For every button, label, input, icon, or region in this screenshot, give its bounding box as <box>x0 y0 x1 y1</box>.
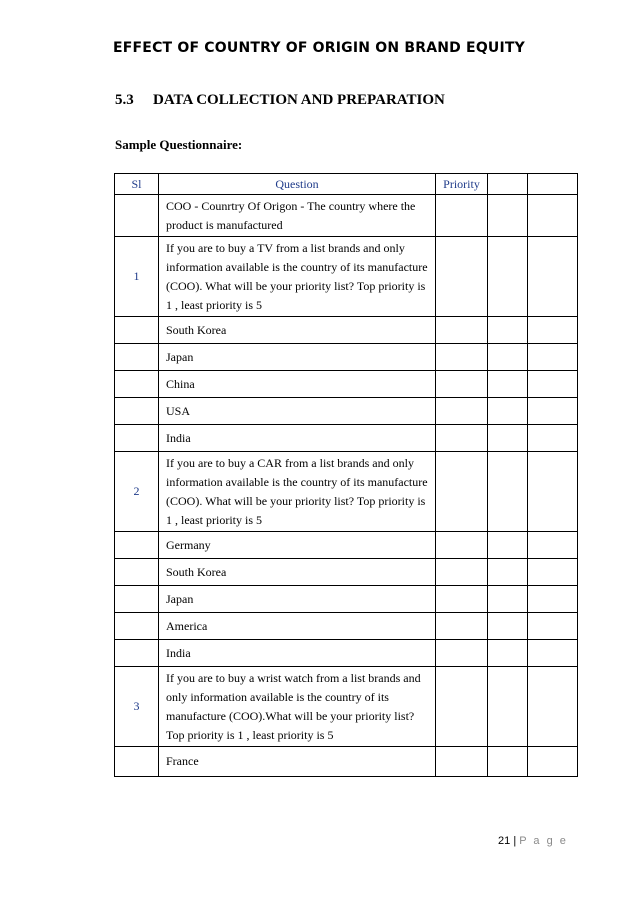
table-row <box>115 747 578 777</box>
header-sl: Sl <box>115 174 159 195</box>
page-label: P a g e <box>519 835 568 847</box>
document-header: EFFECT OF COUNTRY OF ORIGIN ON BRAND EQUITY <box>113 40 525 56</box>
priority-cell[interactable] <box>436 586 488 613</box>
sl-number: 1 <box>115 237 159 317</box>
priority-cell[interactable] <box>436 425 488 452</box>
questionnaire-table <box>114 173 578 777</box>
header-question: Question <box>159 174 436 195</box>
priority-cell[interactable] <box>436 237 488 317</box>
priority-cell[interactable] <box>436 452 488 532</box>
priority-cell[interactable] <box>436 667 488 747</box>
table-row <box>115 613 578 640</box>
table-row <box>115 237 578 317</box>
option-label: South Korea <box>159 317 436 344</box>
question-text: If you are to buy a wrist watch from a list brands and only information available is the country of its manufacture (COO).What will be your priority list? Top priority is 1 , least priority is 5 <box>159 667 436 747</box>
header-priority: Priority <box>436 174 488 195</box>
footer-separator: | <box>513 835 517 847</box>
table-header-row <box>115 174 578 195</box>
priority-cell[interactable] <box>436 613 488 640</box>
table-row <box>115 532 578 559</box>
page-number: 21 <box>498 835 511 847</box>
table-row <box>115 640 578 667</box>
option-label: Japan <box>159 586 436 613</box>
table-row <box>115 398 578 425</box>
option-label: Japan <box>159 344 436 371</box>
table-row <box>115 317 578 344</box>
sl-number: 2 <box>115 452 159 532</box>
priority-cell[interactable] <box>436 371 488 398</box>
question-text: If you are to buy a TV from a list brands and only information available is the country of its manufacture (COO). What will be your priority list? Top priority is 1 , least priority is 5 <box>159 237 436 317</box>
section-heading <box>115 92 445 109</box>
option-label: USA <box>159 398 436 425</box>
option-label: India <box>159 425 436 452</box>
section-title: DATA COLLECTION AND PREPARATION <box>153 92 445 108</box>
table-row <box>115 425 578 452</box>
page-footer <box>498 835 568 847</box>
priority-cell[interactable] <box>436 559 488 586</box>
table-row <box>115 344 578 371</box>
table-row <box>115 559 578 586</box>
section-number: 5.3 <box>115 92 134 108</box>
header-blank-1 <box>488 174 528 195</box>
sl-number: 3 <box>115 667 159 747</box>
priority-cell[interactable] <box>436 398 488 425</box>
table-row <box>115 195 578 237</box>
intro-text: COO - Counrtry Of Origon - The country where the product is manufactured <box>159 195 436 237</box>
priority-cell[interactable] <box>436 317 488 344</box>
subheading: Sample Questionnaire: <box>115 137 243 152</box>
header-blank-2 <box>528 174 578 195</box>
priority-cell[interactable] <box>436 532 488 559</box>
table-row <box>115 371 578 398</box>
priority-cell[interactable] <box>436 640 488 667</box>
option-label: America <box>159 613 436 640</box>
option-label: France <box>159 747 436 777</box>
question-text: If you are to buy a CAR from a list brands and only information available is the country of its manufacture (COO). What will be your priority list? Top priority is 1 , least priority is 5 <box>159 452 436 532</box>
option-label: China <box>159 371 436 398</box>
table-row <box>115 452 578 532</box>
table-row <box>115 667 578 747</box>
option-label: India <box>159 640 436 667</box>
option-label: Germany <box>159 532 436 559</box>
priority-cell[interactable] <box>436 747 488 777</box>
priority-cell[interactable] <box>436 195 488 237</box>
priority-cell[interactable] <box>436 344 488 371</box>
table-row <box>115 586 578 613</box>
option-label: South Korea <box>159 559 436 586</box>
